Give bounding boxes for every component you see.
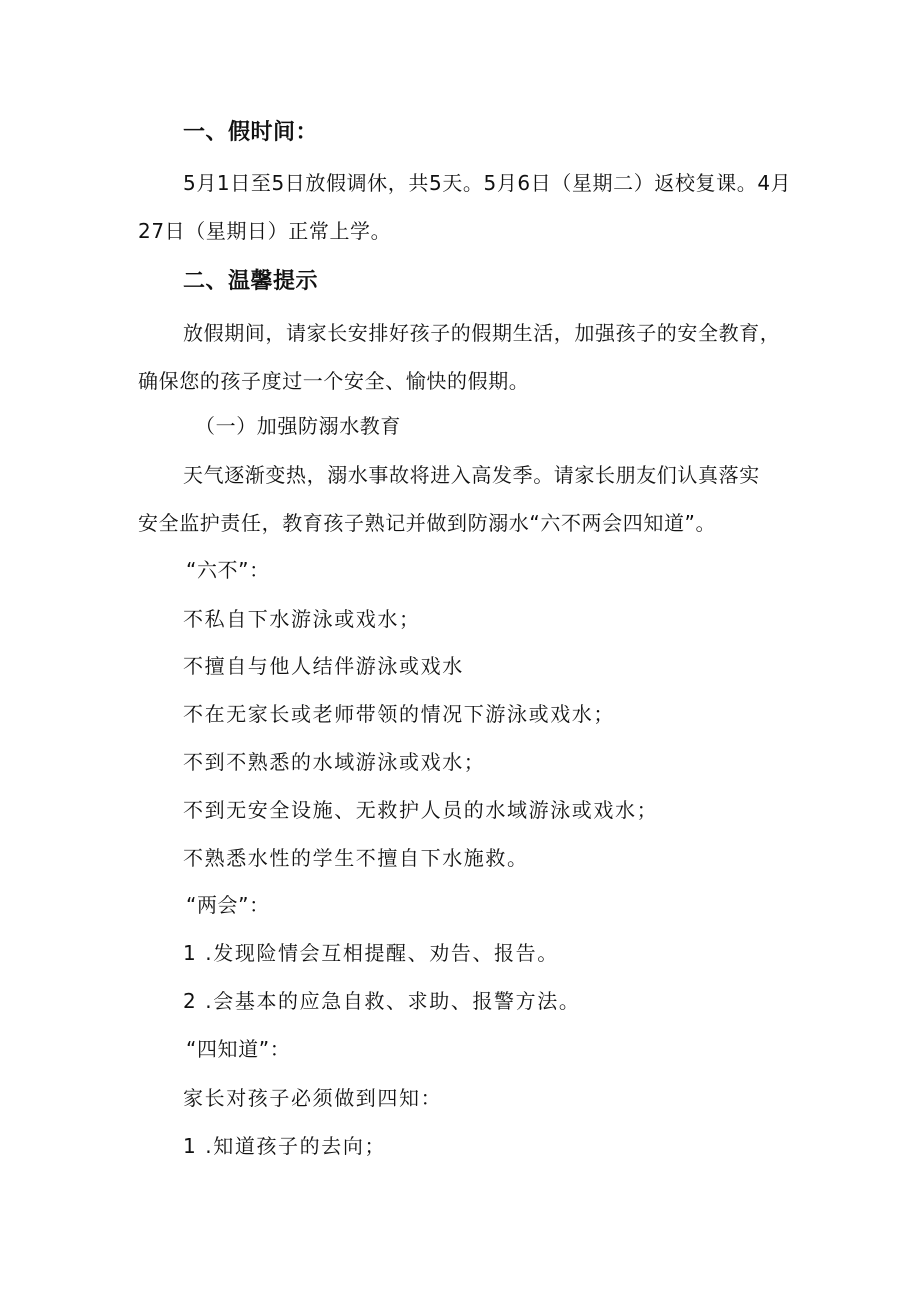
drowning-paragraph-line-2: 安全监护责任，教育孩子熟记并做到防溺水“六不两会四知道”。 xyxy=(138,511,717,535)
list-item: 不到无安全设施、无救护人员的水域游泳或戏水； xyxy=(183,798,659,822)
list-item: 2 .会基本的应急自救、求助、报警方法。 xyxy=(183,989,581,1013)
four-know-intro: 家长对孩子必须做到四知： xyxy=(183,1086,443,1110)
section-heading-holiday-time: 一、假时间： xyxy=(183,120,319,145)
list-item: 不在无家长或老师带领的情况下游泳或戏水； xyxy=(183,702,615,726)
section-heading-reminders: 二、温馨提示 xyxy=(183,269,319,294)
four-know-label: “四知道”： xyxy=(186,1037,291,1061)
list-item: 不熟悉水性的学生不擅自下水施救。 xyxy=(183,846,529,870)
six-no-label: “六不”： xyxy=(186,558,270,582)
subsection-title-drowning-prevention: （一）加强防溺水教育 xyxy=(195,414,401,438)
list-item: 1 .知道孩子的去向； xyxy=(183,1134,387,1158)
reminder-intro-line-2: 确保您的孩子度过一个安全、愉快的假期。 xyxy=(138,369,530,393)
reminder-intro-line-1: 放假期间，请家长安排好孩子的假期生活，加强孩子的安全教育， xyxy=(183,321,781,345)
list-item: 1 .发现险情会互相提醒、劝告、报告。 xyxy=(183,941,559,965)
list-item: 不到不熟悉的水域游泳或戏水； xyxy=(183,750,486,774)
list-item: 不擅自与他人结伴游泳或戏水 xyxy=(183,654,464,678)
two-can-label: “两会”： xyxy=(186,893,270,917)
drowning-paragraph-line-1: 天气逐渐变热，溺水事故将进入高发季。请家长朋友们认真落实 xyxy=(183,463,760,487)
holiday-schedule-line-1: 5月1日至5日放假调休，共5天。5月6日（星期二）返校复课。4月 xyxy=(183,171,792,195)
holiday-schedule-line-2: 27日（星期日）正常上学。 xyxy=(138,219,392,243)
list-item: 不私自下水游泳或戏水； xyxy=(183,607,421,631)
